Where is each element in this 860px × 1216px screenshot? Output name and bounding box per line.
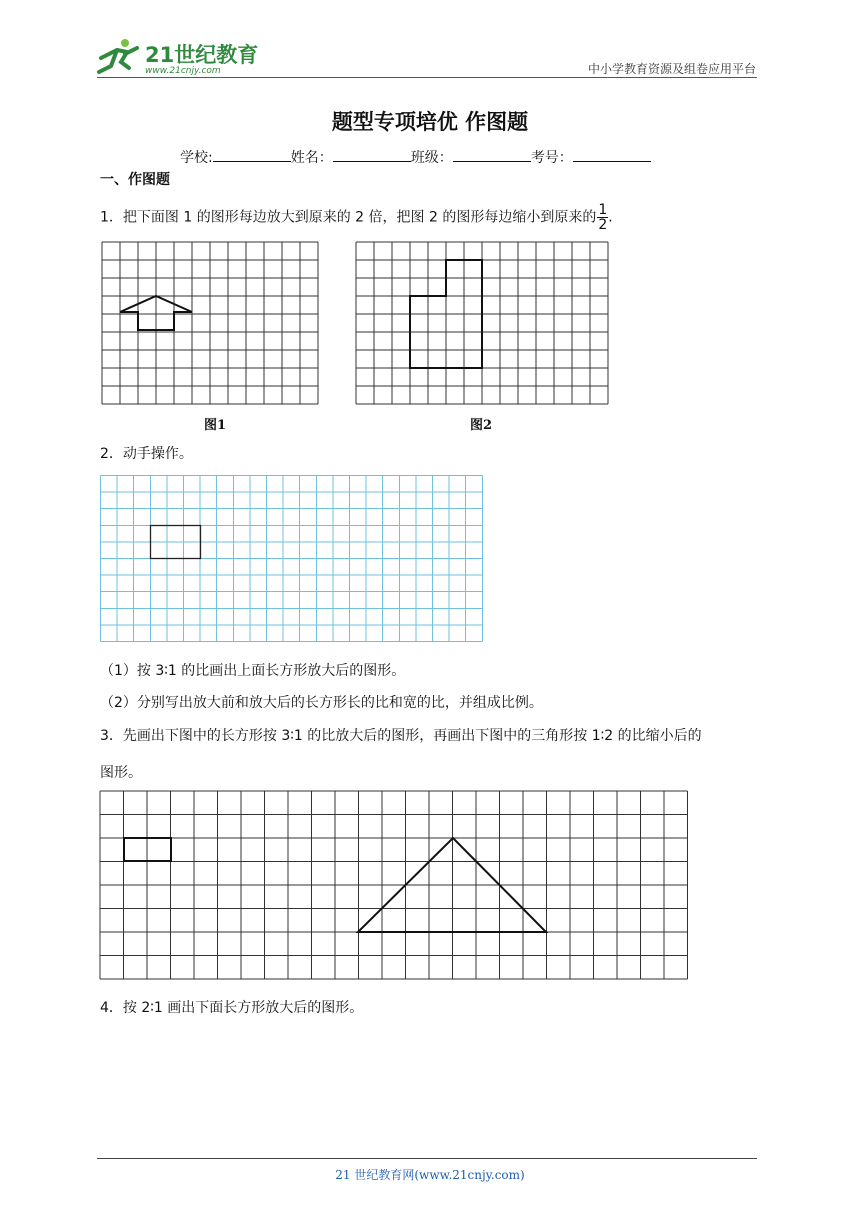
question-2-grid (100, 475, 486, 645)
exam-no-label: 考号： (530, 150, 573, 166)
page-title: 题型专项培优 作图题 (331, 110, 529, 134)
question-3-line-2: 图形。 (100, 765, 142, 781)
footer-text: 21 世纪教育网(www.21cnjy.com) (335, 1168, 525, 1182)
question-1-end: . (608, 209, 613, 226)
name-blank[interactable] (333, 147, 411, 162)
header-platform-text: 中小学教育资源及组卷应用平台 (587, 62, 756, 76)
figure-1-caption: 图1 (204, 418, 227, 433)
footer-divider (97, 1158, 757, 1159)
fraction-one-half (597, 203, 608, 232)
name-label: 姓名： (290, 150, 333, 166)
runner-icon (99, 39, 137, 72)
question-2-sub-1: （1）按 3∶1 的比画出上面长方形放大后的图形。 (100, 663, 406, 679)
logo-text: 21世纪教育 (145, 43, 259, 67)
question-3-grid (98, 789, 692, 983)
school-blank[interactable] (213, 147, 291, 162)
figure-2-caption: 图2 (470, 418, 493, 433)
exam-no-blank[interactable] (573, 147, 651, 162)
site-logo (95, 36, 265, 78)
question-3-line-1: 3．先画出下图中的长方形按 3∶1 的比放大后的图形，再画出下图中的三角形按 1∶2 的比缩小后的 (100, 728, 702, 744)
student-info-line (180, 147, 651, 167)
logo-url: www.21cnjy.com (145, 66, 221, 76)
question-2-sub-2: （2）分别写出放大前和放大后的长方形长的比和宽的比，并组成比例。 (100, 695, 543, 711)
class-blank[interactable] (453, 147, 531, 162)
school-label: 学校: (180, 150, 213, 166)
question-1 (100, 203, 613, 232)
fraction-numerator: 1 (598, 202, 608, 218)
question-1-text: 1．把下面图 1 的图形每边放大到原来的 2 倍，把图 2 的图形每边缩小到原来的 (100, 209, 597, 226)
class-label: 班级： (410, 150, 453, 166)
header-divider (97, 77, 757, 78)
question-4: 4．按 2∶1 画出下面长方形放大后的图形。 (100, 1000, 364, 1016)
figure-1-grid (98, 238, 324, 410)
figure-2-grid (354, 240, 612, 408)
grid-lines (100, 791, 688, 979)
section-heading: 一、作图题 (100, 172, 170, 188)
fraction-denominator: 2 (598, 217, 608, 233)
question-2: 2．动手操作。 (100, 446, 193, 462)
grid-lines (102, 242, 318, 404)
